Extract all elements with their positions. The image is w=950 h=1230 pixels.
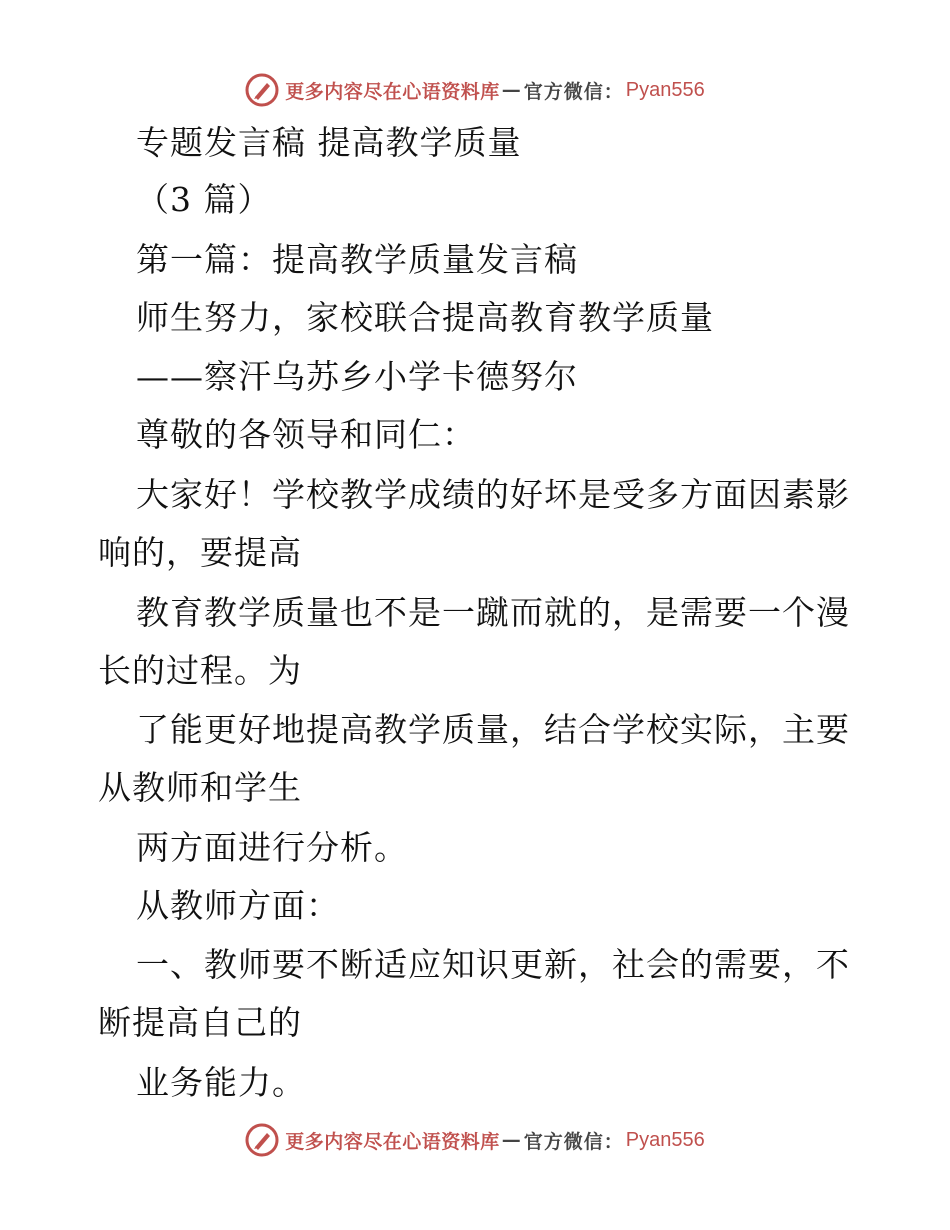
- paragraph-line: 教育教学质量也不是一蹴而就的，是需要一个漫: [136, 593, 850, 632]
- footer-watermark-banner: [0, 1120, 950, 1160]
- paragraph-line: 长的过程。为: [98, 651, 302, 690]
- pen-logo-icon: [245, 1123, 279, 1157]
- paragraph-line: 两方面进行分析。: [136, 828, 408, 867]
- document-subtitle: （3 篇）: [136, 180, 272, 219]
- paragraph-line: 大家好！学校教学成绩的好坏是受多方面因素影: [136, 475, 850, 514]
- section-heading: 第一篇：提高教学质量发言稿: [136, 240, 578, 279]
- paragraph-line: 断提高自己的: [98, 1003, 302, 1042]
- paragraph-line: 从教师和学生: [98, 768, 302, 807]
- speech-author: ——察汗乌苏乡小学卡德努尔: [136, 357, 578, 396]
- speech-title: 师生努力，家校联合提高教育教学质量: [136, 298, 714, 337]
- paragraph-line: 业务能力。: [136, 1063, 306, 1102]
- header-watermark-banner: [0, 70, 950, 110]
- paragraph-line: 响的，要提高: [98, 533, 302, 572]
- banner-brand-text: 更多内容尽在心语资料库: [285, 1130, 500, 1153]
- pen-logo-icon: [245, 73, 279, 107]
- banner-brand-text: 更多内容尽在心语资料库: [285, 80, 500, 103]
- banner-dash: —: [501, 1129, 522, 1151]
- paragraph-line: 一、教师要不断适应知识更新，社会的需要，不: [136, 945, 850, 984]
- banner-wechat-handle: Pyan556: [625, 1128, 705, 1151]
- banner-dash: —: [501, 79, 522, 101]
- banner-wechat-handle: Pyan556: [625, 78, 705, 101]
- paragraph-line: 了能更好地提高教学质量，结合学校实际，主要: [136, 710, 850, 749]
- banner-wechat-label: 官方微信：: [523, 1130, 624, 1153]
- salutation: 尊敬的各领导和同仁：: [136, 415, 476, 454]
- subsection-heading: 从教师方面：: [136, 886, 340, 925]
- document-title: 专题发言稿 提高教学质量: [136, 123, 522, 162]
- banner-wechat-label: 官方微信：: [523, 80, 624, 103]
